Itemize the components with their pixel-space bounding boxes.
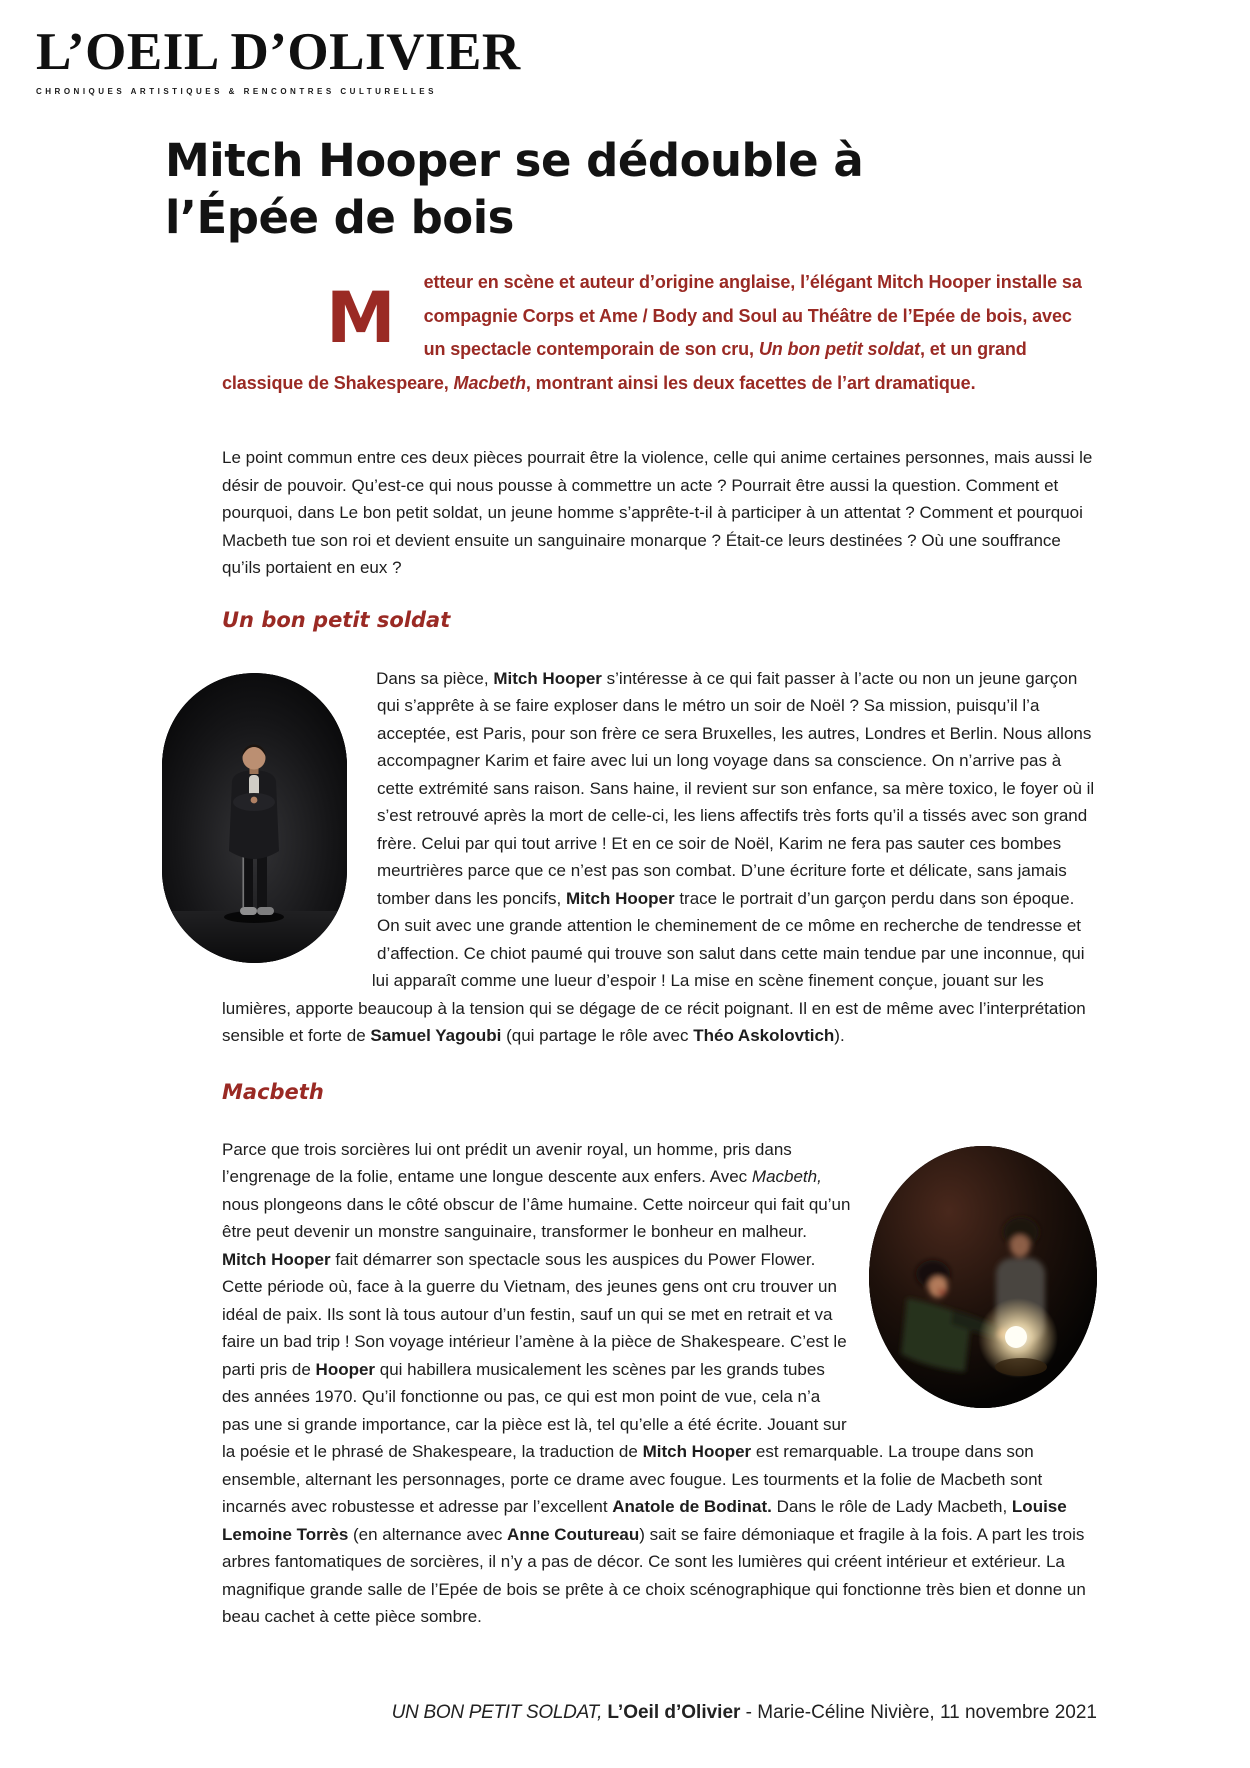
masthead-tagline: CHRONIQUES ARTISTIQUES & RENCONTRES CULTURELLES [36, 87, 437, 96]
stage-photo-un-bon-petit-soldat [162, 673, 347, 963]
section-paragraph-un-bon-petit-soldat [222, 665, 1097, 1050]
masthead [0, 0, 1250, 96]
lead-dropcap: M [326, 277, 396, 359]
page-title-line-1: Mitch Hooper se dédouble à [165, 134, 864, 187]
lead-text: etteur en scène et auteur d’origine anglaise, l’élégant Mitch Hooper installe sa compagnie Corps et Ame / Body and Soul au Théâtre de l’Epée de bois, avec un spectacle contemporain de son cru, Un bon petit soldat, et un grand classique de Shakespeare, Macbeth, montrant ainsi les deux facettes de l’art dramatique. [222, 272, 1082, 393]
intro-paragraph: Le point commun entre ces deux pièces pourrait être la violence, celle qui anime certaines personnes, mais aussi le désir de pouvoir. Qu’est-ce qui nous pousse à commettre un acte ? Pourrait être aussi la question. Comment et pourquoi, dans Le bon petit soldat, un jeune homme s’apprête-t-il à participer à un attentat ? Comment et pourquoi Macbeth tue son roi et devient ensuite un sanguinaire monarque ? Était-ce leurs destinées ? Où une souffrance qu’ils portaient en eux ? [222, 448, 1093, 577]
section-heading-un-bon-petit-soldat: Un bon petit soldat [222, 607, 451, 632]
section-paragraph-text: Dans sa pièce, Mitch Hooper s’intéresse à ce qui fait passer à l’acte ou non un jeune garçon qui s’apprête à se faire exploser dans le métro un soir de Noël ? Sa mission, puisqu’il l’a acceptée, est Paris, pour son frère ce sera Bruxelles, les autres, Londres et Berlin. Nous allons accompagner Karim et faire avec lui un long voyage dans sa conscience. On n’arrive pas à cette extrémité sans raison. Sans haine, il revient sur son enfance, sa mère toxico, le foyer où il s’est retrouvé après la mort de celle-ci, les liens affectifs très forts qu’il a tissés avec son grand frère. Celui par qui tout arrive ! Et en ce soir de Noël, Karim ne fera pas sauter ces bombes meurtrières parce que ce n’est pas son combat. D’une écriture forte et délicate, sans jamais tomber dans les poncifs, Mitch Hooper trace le portrait d’un garçon perdu dans son époque. On suit avec une grande attention le cheminement de ce môme en recherche de tendresse et d’affection. Ce chiot paumé qui trouve son salut dans cette main tendue par une inconnue, qui lui apparaît comme une lueur d’espoir ! La mise en scène finement conçue, jouant sur les lumières, apporte beaucoup à la tension qui se dégage de ce récit poignant. Il en est de même avec l’interprétation sensible et forte de Samuel Yagoubi (qui partage le rôle avec Théo Askolovtich). [222, 668, 1095, 1045]
masthead-logo[interactable]: L’OEIL D’OLIVIER [36, 23, 521, 81]
page-title-line-2: l’Épée de bois [165, 191, 514, 244]
stage-photo-macbeth-graphic [869, 1146, 1097, 1408]
footer-credit: UN BON PETIT SOLDAT, L’Oeil d’Olivier - Marie-Céline Nivière, 11 novembre 2021 [391, 1702, 1097, 1723]
page-title [165, 132, 1097, 246]
article-body [165, 132, 1097, 1631]
stage-photo-macbeth [869, 1146, 1097, 1408]
section-heading-macbeth: Macbeth [222, 1079, 324, 1104]
lead-paragraph [222, 266, 1097, 400]
section-paragraph-macbeth [222, 1136, 1097, 1631]
section-paragraph-text: Parce que trois sorcières lui ont prédit un avenir royal, un homme, pris dans l’engrenage de la folie, entame une longue descente aux enfers. Avec Macbeth, nous plongeons dans le côté obscur de l’âme humaine. Cette noirceur qui fait qu’un être peut devenir un monstre sanguinaire, transformer le bonheur en malheur. Mitch Hooper fait démarrer son spectacle sous les auspices du Power Flower. Cette période où, face à la guerre du Vietnam, des jeunes gens ont cru trouver un idéal de paix. Ils sont là tous autour d’un festin, sauf un qui se met en retrait et va faire un bad trip ! Son voyage intérieur l’amène à la pièce de Shakespeare. C’est le parti pris de Hooper qui habillera musicalement les scènes par les grands tubes des années 1970. Qu’il fonctionne ou pas, ce qui est mon point de vue, cela n’a pas une si grande importance, car la pièce est là, tel qu’elle a été écrite. Jouant sur la poésie et le phrasé de Shakespeare, la traduction de Mitch Hooper est remarquable. La troupe dans son ensemble, alternant les personnages, porte ce drame avec fougue. Les tourments et la folie de Macbeth sont incarnés avec robustesse et adresse par l’excellent Anatole de Bodinat. Dans le rôle de Lady Macbeth, Louise Lemoine Torrès (en alternance avec Anne Coutureau) sait se faire démoniaque et fragile à la fois. A part les trois arbres fantomatiques de sorcières, il n’y a pas de décor. Ce sont les lumières qui créent intérieur et extérieur. La magnifique grande salle de l’Epée de bois se prête à ce choix scénographique qui fonctionne très bien et donne un beau cachet à cette pièce sombre. [222, 1139, 1086, 1626]
stage-photo-soldat-graphic [162, 673, 347, 963]
